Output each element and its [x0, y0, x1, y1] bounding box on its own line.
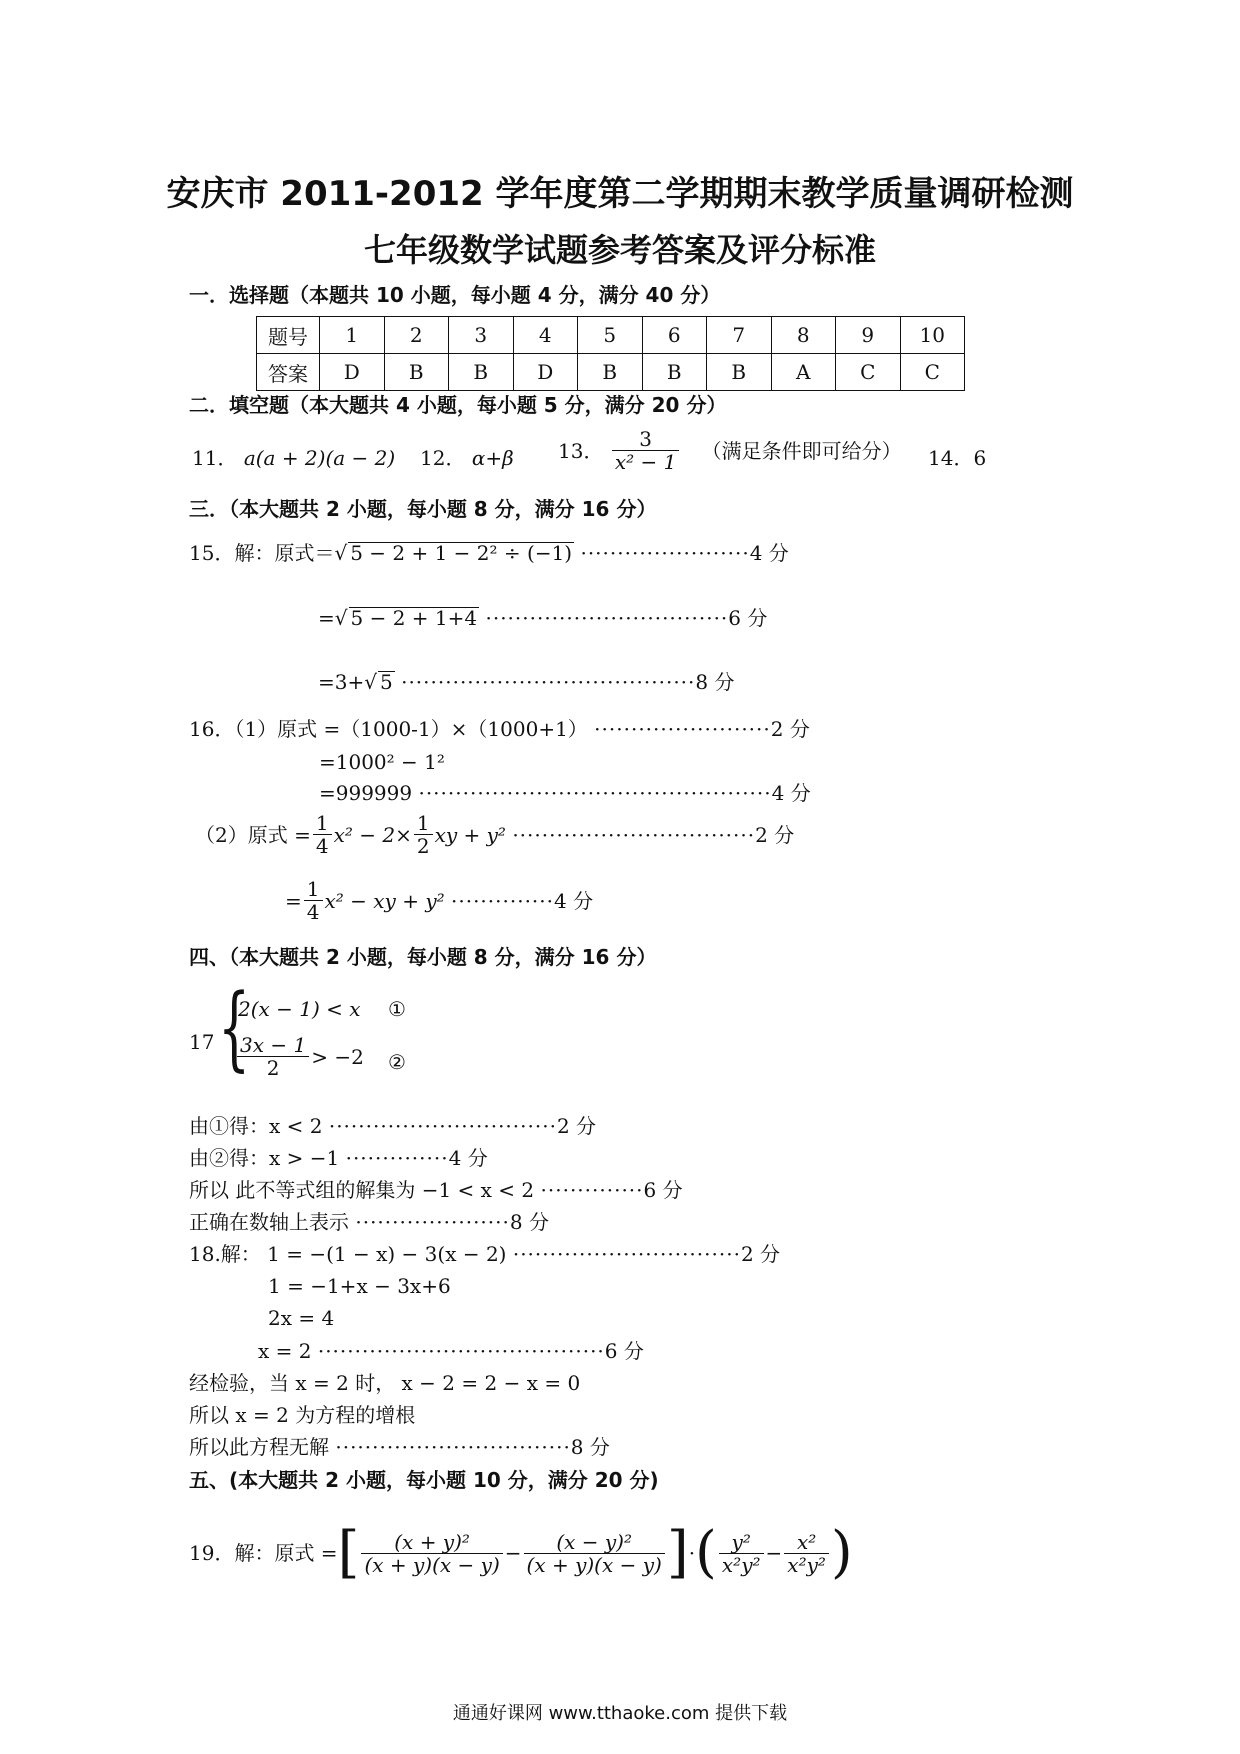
title-line2: 七年级数学试题参考答案及评分标准	[363, 231, 876, 269]
answer-table	[256, 316, 965, 391]
fraction-1-2	[414, 812, 433, 857]
q14: 14．6	[928, 446, 987, 470]
q12-label: 12．	[420, 446, 466, 470]
dots: ··············	[451, 888, 555, 913]
q15-expr2: 5 − 2 + 1+4	[350, 606, 478, 630]
q12-answer: α+β	[471, 446, 514, 470]
minus-sign: −	[504, 1541, 522, 1565]
frac-den: 4	[315, 834, 329, 858]
section3-heading: 三．（本大题共 2 小题，每小题 8 分，满分 16 分）	[189, 497, 657, 521]
left-paren-icon: (	[695, 1520, 717, 1585]
q15-expr3-pre: =3+	[318, 670, 365, 694]
table-cell: 1	[320, 317, 385, 354]
frac-num: 1	[304, 878, 323, 901]
q12	[420, 446, 514, 470]
q18-line2: 1 = −1+x − 3x+6	[268, 1274, 451, 1298]
dots: ········································	[401, 670, 696, 694]
table-cell: B	[707, 354, 772, 391]
left-bracket-icon: [	[337, 1520, 360, 1585]
q16-1-line3	[319, 781, 811, 805]
dots: ································	[335, 1435, 571, 1459]
q18-l7-points: 8 分	[570, 1435, 610, 1459]
frac-den: x²y²	[721, 1552, 761, 1577]
q18-line6: 所以 x = 2 为方程的增根	[189, 1403, 416, 1427]
q15-expr1: 5 − 2 + 1 − 2² ÷ (−1)	[350, 541, 573, 565]
q16-2-line1	[195, 812, 794, 857]
q15-line2: =√ 5 − 2 + 1+4 ·································6 分	[318, 606, 768, 630]
q18-l1-points: 2 分	[740, 1242, 781, 1266]
q17-mark1: ①	[388, 997, 406, 1021]
q19-frac2	[524, 1531, 665, 1576]
q17-eq2-frac	[237, 1034, 309, 1079]
q18-l1-text: 18.解： 1 = −(1 − x) − 3(x − 2)	[189, 1242, 507, 1266]
q19-frac3	[719, 1531, 764, 1576]
frac-num: 3x − 1	[237, 1034, 309, 1057]
q16-2-end: xy + y²	[434, 822, 506, 847]
q11-answer: a(a + 2)(a − 2)	[243, 446, 396, 470]
q13-label: 13．	[558, 438, 604, 463]
footer: 通通好课网 www.tthaoke.com 提供下载	[452, 1703, 788, 1724]
q18-l7-text: 所以此方程无解	[189, 1435, 329, 1459]
left-brace-icon: {	[218, 974, 251, 1081]
q13-note: （满足条件即可给分）	[701, 438, 902, 463]
dots: ·································	[485, 606, 729, 630]
frac-den: 2	[416, 834, 430, 858]
q16-1-prefix: 16．（1）原式 =（1000-1）×（1000+1）	[189, 717, 588, 741]
title-line1: 安庆市 2011-2012 学年度第二学期期末教学质量调研检测	[166, 174, 1074, 214]
dots: ··············	[345, 1146, 449, 1170]
dot-sign: ·	[688, 1541, 696, 1565]
q18-line3: 2x = 4	[268, 1306, 335, 1330]
fraction-1-4	[313, 812, 332, 857]
frac-den: x²y²	[787, 1552, 826, 1577]
table-cell: B	[449, 354, 514, 391]
q18-l4-points: 6 分	[604, 1339, 644, 1363]
frac-den: (x + y)(x − y)	[526, 1552, 662, 1577]
dots: ·································	[512, 822, 756, 847]
q18-line4	[258, 1339, 644, 1363]
section5-heading: 五、(本大题共 2 小题，每小题 10 分，满分 20 分)	[189, 1468, 659, 1492]
frac-den: 4	[306, 900, 320, 924]
q16-1-points1: 2 分	[770, 717, 810, 741]
table-cell: 3	[449, 317, 514, 354]
q19-frac1	[361, 1531, 502, 1576]
q17-eq1: 2(x − 1) < x	[238, 997, 361, 1021]
q17-step3	[189, 1178, 683, 1202]
q16-1-line2: =1000² − 1²	[319, 750, 445, 774]
q18-l4-text: x = 2	[258, 1339, 312, 1363]
table-cell: 2	[384, 317, 449, 354]
frac-den: 2	[266, 1056, 280, 1080]
dots: ·······································	[317, 1339, 605, 1363]
right-paren-icon: )	[830, 1520, 853, 1585]
q19-line1	[189, 1520, 853, 1585]
q16-1-expr3: =999999	[319, 781, 413, 805]
q15-expr3-rad: 5	[380, 670, 393, 694]
dots: ·······························	[512, 1242, 741, 1266]
q11	[192, 446, 395, 470]
q18-line5: 经检验，当 x = 2 时， x − 2 = 2 − x = 0	[189, 1371, 581, 1395]
q15-line1: 15．解：原式＝√ 5 − 2 + 1 − 2² ÷ (−1) ·······················4 分	[189, 541, 789, 565]
table-cell: 7	[707, 317, 772, 354]
frac-num: 1	[313, 812, 332, 835]
dots: ························	[594, 717, 771, 741]
table-cell: B	[642, 354, 707, 391]
frac-num: 1	[414, 812, 433, 835]
table-answer-label: 答案	[257, 354, 320, 391]
table-cell: C	[900, 354, 965, 391]
q15-points3: 8 分	[695, 670, 735, 694]
q16-1-points2: 4 分	[771, 781, 811, 805]
table-cell: B	[384, 354, 449, 391]
q15-prefix: 15．解：原式＝	[189, 541, 335, 565]
section4-heading: 四、（本大题共 2 小题，每小题 8 分，满分 16 分）	[189, 945, 657, 969]
q17-step4-text: 正确在数轴上表示	[189, 1210, 349, 1234]
q18-line1	[189, 1242, 780, 1266]
q17-step4-points: 8 分	[509, 1210, 549, 1234]
table-row-numbers	[257, 317, 965, 354]
q11-label: 11．	[192, 446, 238, 470]
q16-2-line2: = $\frac{1}{4}$ x² − xy + y² ··············4 分	[285, 877, 594, 924]
q16-2-mid: x² − 2×	[333, 822, 412, 847]
q17-eq2	[235, 1034, 364, 1079]
fraction-1-4	[304, 878, 323, 923]
q17-step4	[189, 1210, 549, 1234]
q17-step3-points: 6 分	[643, 1178, 683, 1202]
frac-num: y²	[719, 1531, 764, 1554]
minus-sign: −	[765, 1541, 783, 1565]
q17-step3-text: 所以 此不等式组的解集为 −1 < x < 2	[189, 1178, 535, 1202]
frac-num: (x + y)²	[361, 1531, 502, 1554]
dots: ··············	[540, 1178, 644, 1202]
table-cell: 9	[836, 317, 901, 354]
q13	[558, 428, 902, 473]
q15-line3: =3+√ 5 ········································8 分	[318, 670, 735, 694]
q18-line7	[189, 1435, 610, 1459]
q15-points2: 6 分	[728, 606, 768, 630]
q17-eq2-rhs: > −2	[311, 1044, 364, 1069]
q16-2-points1: 2 分	[755, 822, 795, 847]
q17-label: 17	[189, 1030, 215, 1054]
q13-den: x² − 1	[614, 450, 677, 474]
dots: ·····················	[355, 1210, 510, 1234]
q17-step1	[189, 1114, 596, 1138]
q17-step2	[189, 1146, 488, 1170]
table-cell: 5	[578, 317, 643, 354]
q17-step1-text: 由①得：x < 2	[189, 1114, 323, 1138]
table-header-label: 题号	[257, 317, 320, 354]
table-cell: A	[771, 354, 836, 391]
q13-fraction	[612, 428, 680, 473]
frac-num: x²	[784, 1531, 829, 1554]
section2-heading: 二．填空题（本大题共 4 小题，每小题 5 分，满分 20 分）	[189, 393, 727, 417]
q17-step1-points: 2 分	[556, 1114, 597, 1138]
q17-step2-points: 4 分	[448, 1146, 488, 1170]
frac-num: (x − y)²	[524, 1531, 665, 1554]
table-row-answers	[257, 354, 965, 391]
table-cell: D	[513, 354, 578, 391]
q19-frac4	[784, 1531, 829, 1576]
table-cell: 8	[771, 317, 836, 354]
right-bracket-icon: ]	[666, 1520, 689, 1585]
table-cell: 4	[513, 317, 578, 354]
q16-2-line2-expr: x² − xy + y²	[324, 888, 445, 913]
table-cell: D	[320, 354, 385, 391]
table-cell: B	[578, 354, 643, 391]
q19-prefix: 19．解：原式 =	[189, 1541, 338, 1565]
q17-mark2: ②	[388, 1050, 406, 1074]
q16-1-line1	[189, 717, 810, 741]
table-cell: 6	[642, 317, 707, 354]
q17-step2-text: 由②得：x > −1	[189, 1146, 340, 1170]
q16-2-prefix: （2）原式 =	[195, 822, 311, 847]
section1-heading: 一．选择题（本题共 10 小题，每小题 4 分，满分 40 分）	[189, 283, 721, 307]
frac-den: (x + y)(x − y)	[364, 1552, 500, 1577]
dots: ·······························	[328, 1114, 557, 1138]
q13-num: 3	[612, 428, 680, 451]
dots: ·······················	[580, 541, 750, 565]
q15-points1: 4 分	[749, 541, 789, 565]
dots: ················································	[418, 781, 772, 805]
q16-2-points2: 4 分	[554, 888, 594, 913]
table-cell: C	[836, 354, 901, 391]
table-cell: 10	[900, 317, 965, 354]
